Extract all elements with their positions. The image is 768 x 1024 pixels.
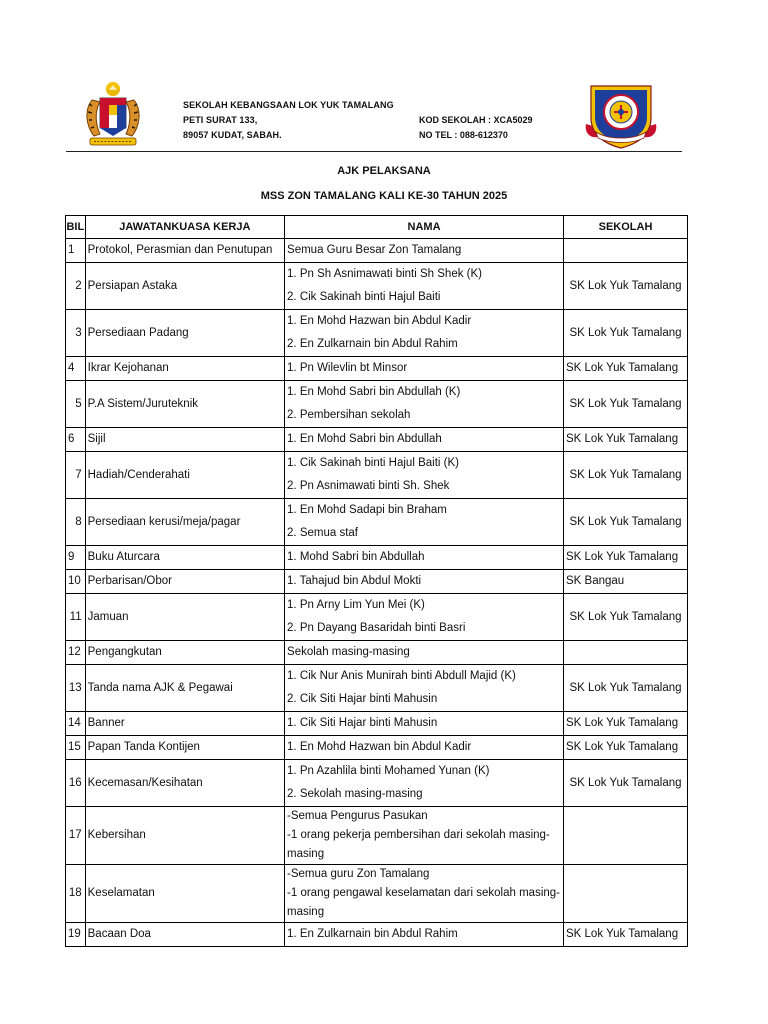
nama-line: 2. Pn Asnimawati binti Sh. Shek bbox=[287, 480, 450, 492]
row-jawatankuasa: Kecemasan/Kesihatan bbox=[85, 760, 284, 807]
nama-line: 1. En Mohd Sadapi bin Braham bbox=[287, 504, 447, 516]
table-row bbox=[66, 570, 688, 594]
table-row bbox=[66, 499, 688, 546]
nama-line: 1. Pn Azahlila binti Mohamed Yunan (K) bbox=[287, 765, 490, 777]
coat-of-arms-logo bbox=[80, 80, 146, 154]
row-nama bbox=[285, 807, 564, 865]
row-jawatankuasa: Hadiah/Cenderahati bbox=[85, 452, 284, 499]
header-divider bbox=[66, 151, 682, 152]
row-nama bbox=[285, 310, 564, 357]
row-jawatankuasa: Banner bbox=[85, 712, 284, 736]
table-header-row bbox=[66, 216, 688, 239]
row-jawatankuasa: Persediaan Padang bbox=[85, 310, 284, 357]
row-bil: 15 bbox=[66, 736, 86, 760]
row-nama bbox=[285, 428, 564, 452]
row-jawatankuasa: Buku Aturcara bbox=[85, 546, 284, 570]
table-row bbox=[66, 923, 688, 947]
row-sekolah: SK Lok Yuk Tamalang bbox=[564, 736, 688, 760]
row-bil: 1 bbox=[66, 239, 86, 263]
row-nama bbox=[285, 499, 564, 546]
row-jawatankuasa: Tanda nama AJK & Pegawai bbox=[85, 665, 284, 712]
table-row bbox=[66, 712, 688, 736]
nama-line: 2. Cik Siti Hajar binti Mahusin bbox=[287, 693, 438, 705]
row-bil: 9 bbox=[66, 546, 86, 570]
table-row bbox=[66, 865, 688, 923]
nama-line: Semua Guru Besar Zon Tamalang bbox=[287, 244, 462, 256]
table-row bbox=[66, 736, 688, 760]
nama-line: -Semua Pengurus Pasukan bbox=[287, 810, 428, 822]
nama-line: 2. Pembersihan sekolah bbox=[287, 409, 411, 421]
table-row bbox=[66, 239, 688, 263]
row-jawatankuasa: Papan Tanda Kontijen bbox=[85, 736, 284, 760]
row-sekolah: SK Lok Yuk Tamalang bbox=[564, 594, 688, 641]
nama-line: 1. Mohd Sabri bin Abdullah bbox=[287, 551, 425, 563]
header-jawatankuasa: JAWATANKUASA KERJA bbox=[85, 216, 284, 239]
row-nama bbox=[285, 546, 564, 570]
document-subtitle: MSS ZON TAMALANG KALI KE-30 TAHUN 2025 bbox=[260, 190, 508, 202]
row-bil: 6 bbox=[66, 428, 86, 452]
row-bil: 17 bbox=[66, 807, 86, 865]
table-row bbox=[66, 594, 688, 641]
row-sekolah: SK Lok Yuk Tamalang bbox=[564, 665, 688, 712]
row-jawatankuasa: Protokol, Perasmian dan Penutupan bbox=[85, 239, 284, 263]
nama-line: 2. Pn Dayang Basaridah binti Basri bbox=[287, 622, 466, 634]
nama-line: 2. Cik Sakinah binti Hajul Baiti bbox=[287, 291, 441, 303]
table-row bbox=[66, 546, 688, 570]
row-bil: 8 bbox=[66, 499, 86, 546]
row-nama bbox=[285, 452, 564, 499]
nama-line: Sekolah masing-masing bbox=[287, 646, 410, 658]
row-nama bbox=[285, 357, 564, 381]
row-sekolah bbox=[564, 865, 688, 923]
row-bil: 10 bbox=[66, 570, 86, 594]
row-bil: 2 bbox=[66, 263, 86, 310]
header-bil: BIL bbox=[66, 216, 86, 239]
nama-line: 1. Pn Wilevlin bt Minsor bbox=[287, 362, 408, 374]
nama-line: 1. En Mohd Hazwan bin Abdul Kadir bbox=[287, 315, 472, 327]
row-bil: 13 bbox=[66, 665, 86, 712]
nama-line: 1. Cik Nur Anis Munirah binti Abdull Majid (K) bbox=[287, 670, 516, 682]
table-row bbox=[66, 760, 688, 807]
row-sekolah bbox=[564, 807, 688, 865]
row-bil: 19 bbox=[66, 923, 86, 947]
row-sekolah bbox=[564, 239, 688, 263]
school-name: SEKOLAH KEBANGSAAN LOK YUK TAMALANG bbox=[183, 100, 394, 110]
school-code: KOD SEKOLAH : XCA5029 bbox=[419, 115, 533, 125]
table-row bbox=[66, 381, 688, 428]
nama-line: 2. Sekolah masing-masing bbox=[287, 788, 423, 800]
row-sekolah: SK Lok Yuk Tamalang bbox=[564, 546, 688, 570]
table-row bbox=[66, 263, 688, 310]
row-jawatankuasa: Jamuan bbox=[85, 594, 284, 641]
nama-line: 2. Semua staf bbox=[287, 527, 358, 539]
row-bil: 4 bbox=[66, 357, 86, 381]
table-row bbox=[66, 665, 688, 712]
nama-line: 1. Cik Siti Hajar binti Mahusin bbox=[287, 717, 438, 729]
row-nama bbox=[285, 641, 564, 665]
row-sekolah: SK Lok Yuk Tamalang bbox=[564, 499, 688, 546]
school-code-block bbox=[419, 113, 533, 143]
row-bil: 5 bbox=[66, 381, 86, 428]
nama-line: 1. En Mohd Hazwan bin Abdul Kadir bbox=[287, 741, 472, 753]
row-sekolah: SK Bangau bbox=[564, 570, 688, 594]
header-sekolah: SEKOLAH bbox=[564, 216, 688, 239]
row-nama bbox=[285, 865, 564, 923]
nama-line: 1. Pn Arny Lim Yun Mei (K) bbox=[287, 599, 425, 611]
school-address-block bbox=[183, 98, 394, 143]
row-jawatankuasa: Kebersihan bbox=[85, 807, 284, 865]
table-row bbox=[66, 807, 688, 865]
table-row bbox=[66, 452, 688, 499]
row-bil: 16 bbox=[66, 760, 86, 807]
row-nama bbox=[285, 263, 564, 310]
row-jawatankuasa: Perbarisan/Obor bbox=[85, 570, 284, 594]
row-jawatankuasa: Bacaan Doa bbox=[85, 923, 284, 947]
row-nama bbox=[285, 736, 564, 760]
row-nama bbox=[285, 712, 564, 736]
row-nama bbox=[285, 760, 564, 807]
row-jawatankuasa: Sijil bbox=[85, 428, 284, 452]
letterhead bbox=[66, 78, 682, 154]
school-crest-logo bbox=[582, 82, 660, 150]
nama-line: 1. Pn Sh Asnimawati binti Sh Shek (K) bbox=[287, 268, 482, 280]
row-sekolah: SK Lok Yuk Tamalang bbox=[564, 452, 688, 499]
row-nama bbox=[285, 594, 564, 641]
row-bil: 18 bbox=[66, 865, 86, 923]
row-bil: 3 bbox=[66, 310, 86, 357]
row-nama bbox=[285, 239, 564, 263]
row-sekolah: SK Lok Yuk Tamalang bbox=[564, 428, 688, 452]
address-line-2: 89057 KUDAT, SABAH. bbox=[183, 130, 282, 140]
row-sekolah: SK Lok Yuk Tamalang bbox=[564, 923, 688, 947]
nama-line: 1. Cik Sakinah binti Hajul Baiti (K) bbox=[287, 457, 459, 469]
nama-line: -1 orang pekerja pembersihan dari sekolah masing-masing bbox=[287, 829, 550, 860]
row-nama bbox=[285, 665, 564, 712]
row-sekolah bbox=[564, 641, 688, 665]
row-nama bbox=[285, 381, 564, 428]
row-bil: 11 bbox=[66, 594, 86, 641]
document-title: AJK PELAKSANA bbox=[337, 165, 431, 177]
row-jawatankuasa: Persediaan kerusi/meja/pagar bbox=[85, 499, 284, 546]
row-sekolah: SK Lok Yuk Tamalang bbox=[564, 263, 688, 310]
row-nama bbox=[285, 923, 564, 947]
row-nama bbox=[285, 570, 564, 594]
header-nama: NAMA bbox=[285, 216, 564, 239]
row-jawatankuasa: Persiapan Astaka bbox=[85, 263, 284, 310]
row-bil: 12 bbox=[66, 641, 86, 665]
row-jawatankuasa: Pengangkutan bbox=[85, 641, 284, 665]
row-jawatankuasa: P.A Sistem/Juruteknik bbox=[85, 381, 284, 428]
row-sekolah: SK Lok Yuk Tamalang bbox=[564, 381, 688, 428]
table-row bbox=[66, 641, 688, 665]
row-bil: 7 bbox=[66, 452, 86, 499]
table-row bbox=[66, 357, 688, 381]
nama-line: 1. En Zulkarnain bin Abdul Rahim bbox=[287, 928, 458, 940]
row-sekolah: SK Lok Yuk Tamalang bbox=[564, 760, 688, 807]
row-sekolah: SK Lok Yuk Tamalang bbox=[564, 357, 688, 381]
row-bil: 14 bbox=[66, 712, 86, 736]
row-jawatankuasa: Ikrar Kejohanan bbox=[85, 357, 284, 381]
nama-line: 2. En Zulkarnain bin Abdul Rahim bbox=[287, 338, 458, 350]
row-sekolah: SK Lok Yuk Tamalang bbox=[564, 310, 688, 357]
nama-line: -1 orang pengawal keselamatan dari sekolah masing-masing bbox=[287, 887, 560, 918]
nama-line: 1. En Mohd Sabri bin Abdullah bbox=[287, 433, 442, 445]
nama-line: 1. En Mohd Sabri bin Abdullah (K) bbox=[287, 386, 461, 398]
table-row bbox=[66, 428, 688, 452]
table-row bbox=[66, 310, 688, 357]
nama-line: 1. Tahajud bin Abdul Mokti bbox=[287, 575, 422, 587]
row-jawatankuasa: Keselamatan bbox=[85, 865, 284, 923]
nama-line: -Semua guru Zon Tamalang bbox=[287, 868, 430, 880]
address-line-1: PETI SURAT 133, bbox=[183, 115, 258, 125]
row-sekolah: SK Lok Yuk Tamalang bbox=[564, 712, 688, 736]
school-tel: NO TEL : 088-612370 bbox=[419, 130, 508, 140]
committee-table bbox=[65, 215, 688, 947]
